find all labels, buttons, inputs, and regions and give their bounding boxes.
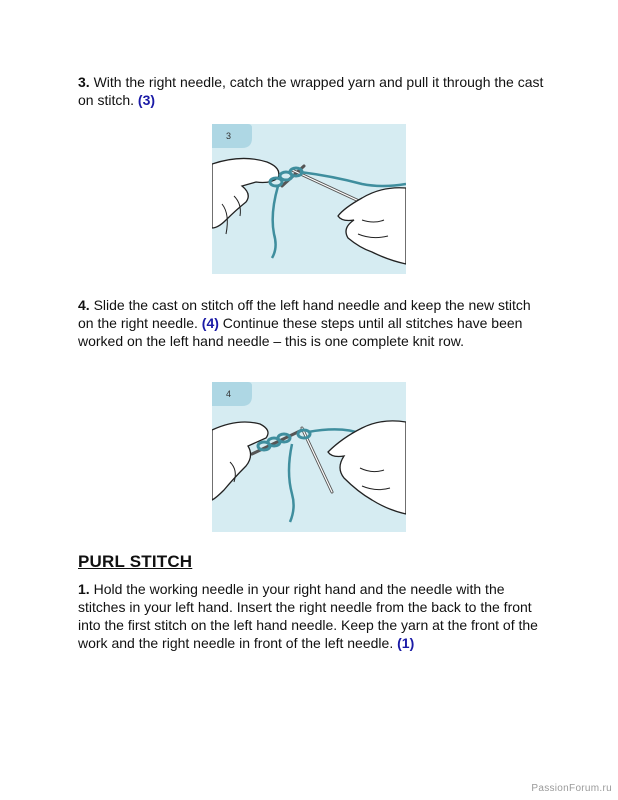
left-hand <box>212 422 268 500</box>
step-3-ref-open: ( <box>137 92 143 108</box>
purl-step-1-ref-open: ( <box>397 635 402 651</box>
purl-step-1-paragraph <box>78 580 548 652</box>
step-4-text-b: Continue these steps until all stitches have been worked on the left hand needle – this is one complete knit row. <box>78 315 523 349</box>
step-3-figure-ref[interactable]: 3 <box>142 92 151 108</box>
step-4-ref-close: ) <box>214 315 219 331</box>
tail-yarn <box>289 444 294 522</box>
figure-4-tab <box>212 382 252 406</box>
step-4-number: 4. <box>78 297 90 313</box>
figure-3-label: 3 <box>226 131 232 141</box>
watermark: PassionForum.ru <box>531 783 612 794</box>
figure-4-knitting-illustration <box>212 382 406 532</box>
figure-4-label: 4 <box>226 389 232 399</box>
working-yarn <box>300 172 406 186</box>
step-3-text: With the right needle, catch the wrapped yarn and pull it through the cast on stitch. <box>78 74 544 108</box>
purl-step-1-text: Hold the working needle in your right hand and the needle with the stitches in your left hand. Insert the right needle from the back to the front into the first stitch on the left hand needle. Keep the yarn at the front of the work and the right needle in front of the left needle. <box>78 581 538 651</box>
figure-3-knitting-illustration <box>212 124 406 274</box>
figure-4-drawing <box>212 382 406 532</box>
step-4-ref-open: ( <box>201 315 207 331</box>
step-4-paragraph <box>78 296 548 350</box>
step-4-figure-ref[interactable]: 4 <box>206 315 215 331</box>
right-hand <box>338 188 406 264</box>
step-3-ref-close: ) <box>150 92 156 108</box>
purl-step-1-number: 1. <box>78 581 90 597</box>
right-hand <box>328 421 406 514</box>
tail-yarn <box>272 186 278 258</box>
left-hand <box>212 158 279 228</box>
figure-3-drawing <box>212 124 406 274</box>
step-4-text-a: Slide the cast on stitch off the left hand needle and keep the new stitch on the right needle. <box>78 297 531 331</box>
step-3-paragraph <box>78 73 548 109</box>
purl-step-1-ref-close: ) <box>409 635 415 651</box>
purl-stitch-heading: PURL STITCH <box>78 552 193 571</box>
step-3-number: 3. <box>78 74 90 90</box>
figure-3-tab <box>212 124 252 148</box>
purl-step-1-figure-ref[interactable]: 1 <box>401 635 410 651</box>
